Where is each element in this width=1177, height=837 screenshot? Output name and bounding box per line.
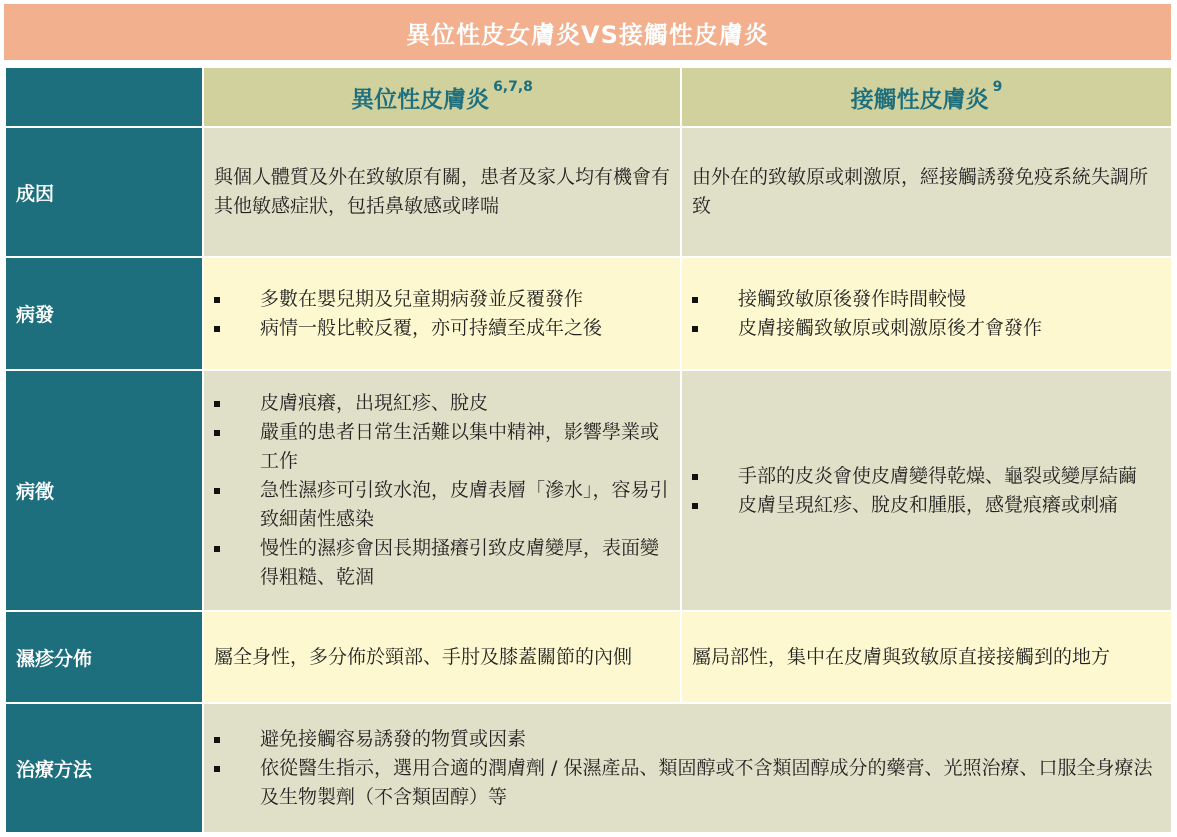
list-item-text: 手部的皮炎會使皮膚變得乾燥、龜裂或變厚結繭 [738, 464, 1138, 487]
cell-onset-atopic [203, 257, 681, 370]
cell-distribution-contact: 屬局部性，集中在皮膚與致敏原直接接觸到的地方 [681, 611, 1172, 703]
list-item-text: 依從醫生指示，選用合適的潤膚劑 / 保濕產品、類固醇或不含類固醇成分的藥膏、光照治療、口服全身療法及生物製劑（不含類固醇）等 [260, 756, 1153, 808]
row-label-symptoms: 病徵 [5, 370, 203, 611]
cell-cause-contact: 由外在的致敏原或刺激原，經接觸誘發免疫系統失調所致 [681, 127, 1172, 257]
cell-distribution-atopic: 屬全身性，多分佈於頸部、手肘及膝蓋關節的內側 [203, 611, 681, 703]
table-row-symptoms [5, 370, 1172, 611]
list-item [204, 314, 670, 343]
row-label-cause: 成因 [5, 127, 203, 257]
list-item [204, 285, 670, 314]
list-item [204, 389, 670, 418]
list-item-text: 皮膚呈現紅疹、脫皮和腫脹，感覺痕癢或刺痛 [738, 493, 1119, 516]
bullet-icon [214, 546, 220, 552]
list-item [204, 534, 670, 592]
row-label-distribution: 濕疹分佈 [5, 611, 203, 703]
comparison-table [4, 66, 1173, 834]
bullet-icon [692, 503, 698, 509]
list-item-text: 慢性的濕疹會因長期搔癢引致皮膚變厚，表面變得粗糙、乾涸 [260, 537, 660, 588]
list-item [204, 725, 1161, 754]
header-atopic-label: 異位性皮膚炎 [351, 86, 490, 113]
list-item-text: 皮膚痕癢，出現紅疹、脫皮 [260, 392, 489, 414]
bullet-icon [214, 401, 220, 407]
list-item [682, 462, 1161, 491]
header-atopic-ref: 6,7,8 [493, 78, 533, 95]
list-item-text: 接觸致敏原後發作時間較慢 [738, 287, 967, 310]
bullet-icon [214, 737, 220, 743]
bullet-icon [692, 474, 698, 480]
list-item-text: 嚴重的患者日常生活難以集中精神，影響學業或工作 [260, 421, 660, 472]
list-item [204, 754, 1161, 812]
bullet-icon [214, 766, 220, 772]
bullet-icon [214, 326, 220, 332]
header-atopic [203, 67, 681, 127]
table-row-cause [5, 127, 1172, 257]
header-contact-ref: 9 [992, 78, 1003, 95]
cell-symptoms-atopic [203, 370, 681, 611]
table-row-treatment [5, 703, 1172, 833]
page-title: 異位性皮女膚炎VS接觸性皮膚炎 [4, 4, 1171, 60]
header-contact-label: 接觸性皮膚炎 [850, 86, 989, 113]
list-item-text: 皮膚接觸致敏原或刺激原後才會發作 [738, 316, 1043, 339]
bullet-icon [214, 430, 220, 436]
row-label-treatment: 治療方法 [5, 703, 203, 833]
bullet-icon [692, 297, 698, 303]
list-item-text: 多數在嬰兒期及兒童期病發並反覆發作 [260, 287, 584, 310]
header-contact [681, 67, 1172, 127]
bullet-icon [214, 297, 220, 303]
cell-onset-contact [681, 257, 1172, 370]
list-item [682, 285, 1161, 314]
table-header-row [5, 67, 1172, 127]
table-row-distribution [5, 611, 1172, 703]
cell-symptoms-contact [681, 370, 1172, 611]
bullet-icon [692, 326, 698, 332]
list-item-text: 避免接觸容易誘發的物質或因素 [260, 727, 527, 750]
list-item-text: 病情一般比較反覆，亦可持續至成年之後 [260, 316, 603, 339]
table-row-onset [5, 257, 1172, 370]
list-item [682, 314, 1161, 343]
cell-treatment [203, 703, 1172, 833]
list-item-text: 急性濕疹可引致水泡，皮膚表層「滲水」，容易引致細菌性感染 [260, 479, 669, 530]
cell-cause-atopic: 與個人體質及外在致敏原有關，患者及家人均有機會有其他敏感症狀，包括鼻敏感或哮喘 [203, 127, 681, 257]
list-item [204, 476, 670, 534]
header-corner [5, 67, 203, 127]
list-item [682, 491, 1161, 520]
list-item [204, 418, 670, 476]
bullet-icon [214, 488, 220, 494]
row-label-onset: 病發 [5, 257, 203, 370]
